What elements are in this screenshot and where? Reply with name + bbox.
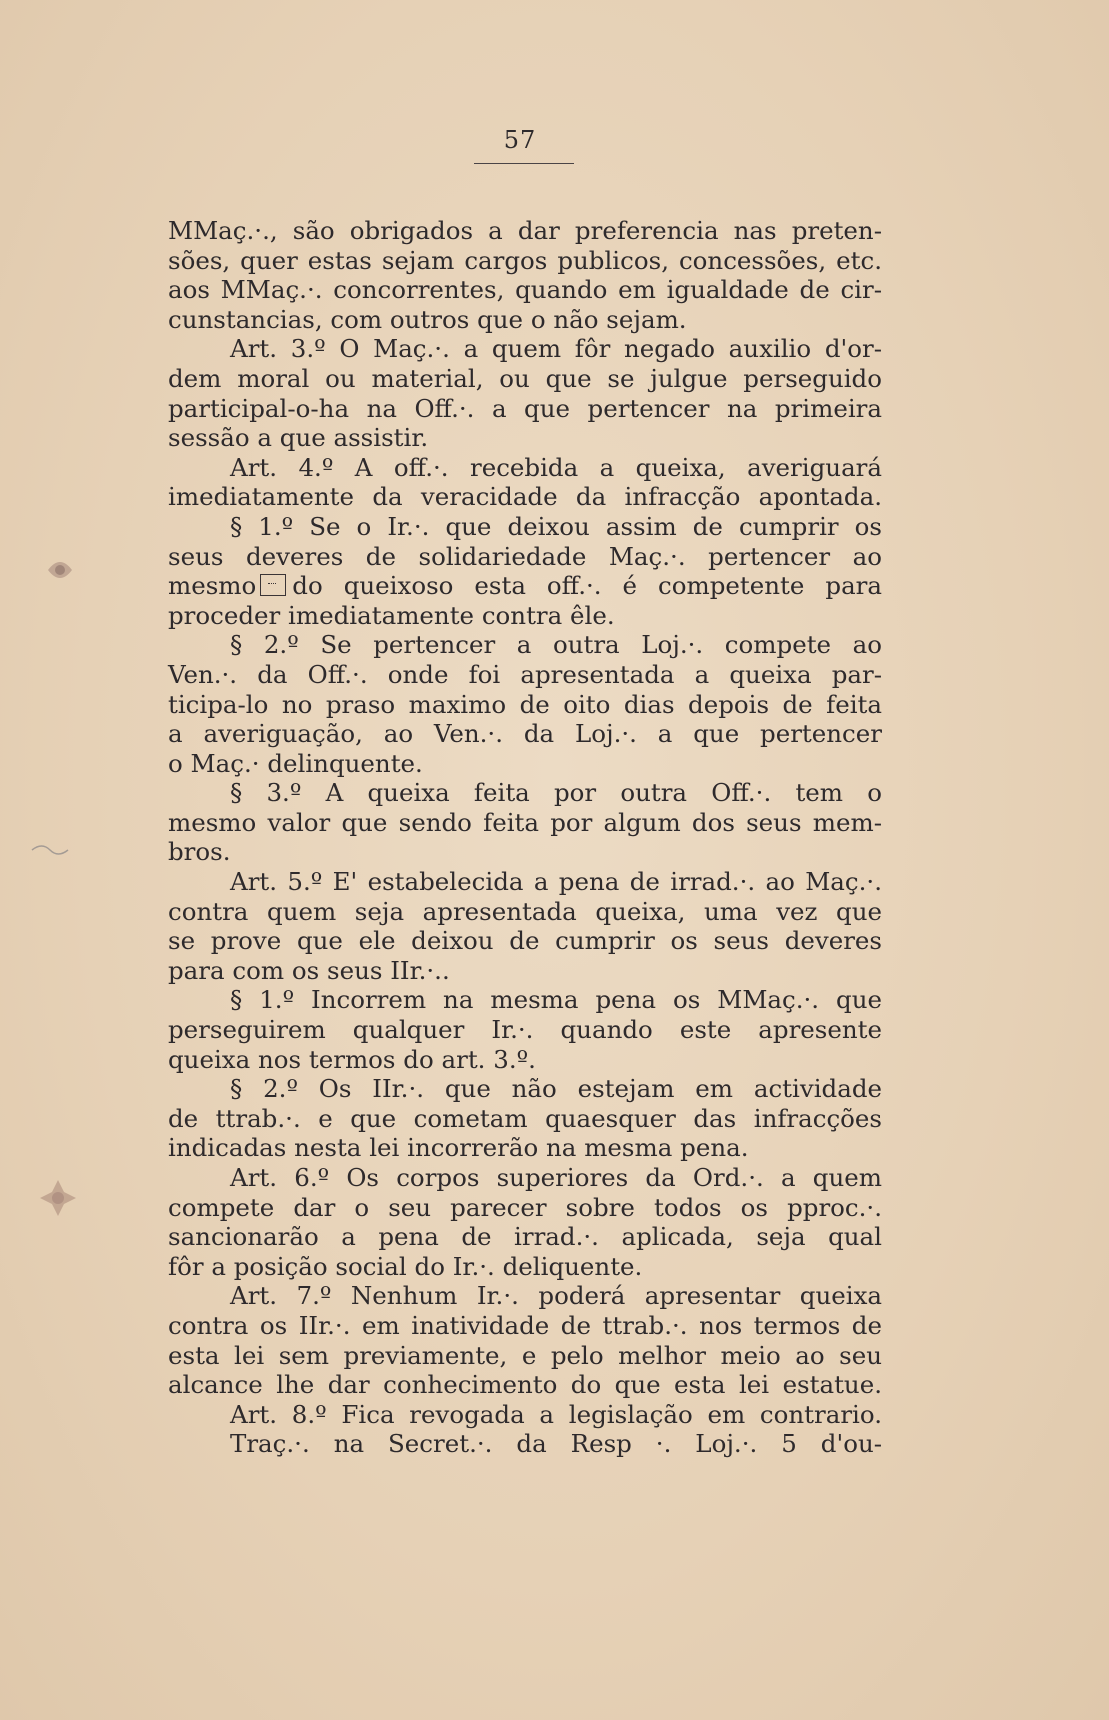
body-text [168,216,882,1459]
margin-seal-ornament [36,1176,80,1220]
line-segment: mesmo [168,571,257,601]
text-line: Art. 5.º E' estabelecida a pena de irrad.·. ao Maç.·. [230,867,882,897]
text-line: para com os seus IIr.·.. [168,955,450,985]
text-line: fôr a posição social do Ir.·. deliquente. [168,1251,643,1281]
text-line: § 2.º Os IIr.·. que não estejam em actividade [230,1074,882,1104]
text-line: dem moral ou material, ou que se julgue perseguido [168,363,882,393]
text-line: indicadas nesta lei incorrerão na mesma pena. [168,1133,749,1163]
text-line: ticipa-lo no praso maximo de oito dias depois de feita [168,689,882,719]
text-line: mesmo valor que sendo feita por algum dos seus mem- [168,807,882,837]
text-line: Art. 7.º Nenhum Ir.·. poderá apresentar queixa [230,1281,882,1311]
text-line: Ven.·. da Off.·. onde foi apresentada a queixa par- [168,659,882,689]
text-line: a averiguação, ao Ven.·. da Loj.·. a que pertencer [168,719,882,749]
text-line: participal-o-ha na Off.·. a que pertencer na primeira [168,393,882,423]
text-line: perseguirem qualquer Ir.·. quando este apresente [168,1015,882,1045]
text-line: Art. 3.º O Maç.·. a quem fôr negado auxilio d'or- [230,334,882,364]
text-line: Art. 4.º A off.·. recebida a queixa, averiguará [230,452,882,482]
text-line: § 2.º Se pertencer a outra Loj.·. compete ao [230,630,882,660]
text-line: contra os IIr.·. em inatividade de ttrab.·. nos termos de [168,1310,882,1340]
text-line: aos MMaç.·. concorrentes, quando em igualdade de cir- [168,275,882,305]
text-line: Traç.·. na Secret.·. da Resp ·. Loj.·. 5 d'ou- [230,1429,882,1459]
text-line: § 1.º Incorrem na mesma pena os MMaç.·. que [230,985,882,1015]
page-number: 57 [503,126,537,154]
text-line: MMaç.·., são obrigados a dar preferencia nas preten- [168,216,882,245]
text-line: compete dar o seu parecer sobre todos os pproc.·. [168,1192,882,1222]
text-line: seus deveres de solidariedade Maç.·. pertencer ao [168,541,882,571]
text-line: § 1.º Se o Ir.·. que deixou assim de cumprir os [230,511,882,541]
text-line: imediatamente da veracidade da infracção apontada. [168,482,882,512]
margin-stamp-ornament [40,550,80,590]
text-line: de ttrab.·. e que cometam quaesquer das infracções [168,1103,882,1133]
text-line: sões, quer estas sejam cargos publicos, concessões, etc. [168,245,882,275]
text-line: sancionarão a pena de irrad.·. aplicada, seja qual [168,1222,882,1252]
text-line: bros. [168,837,231,867]
page-number-rule [474,163,574,164]
text-line: Art. 8.º Fica revogada a legislação em contrario. [230,1399,882,1429]
text-line-with-box-symbol [168,571,882,601]
text-line: esta lei sem previamente, e pelo melhor meio ao seu [168,1340,882,1370]
line-segment: do queixoso esta off.·. é competente para [292,571,882,601]
text-line: queixa nos termos do art. 3.º. [168,1044,536,1074]
text-line: alcance lhe dar conhecimento do que esta lei estatue. [168,1370,882,1400]
text-line: proceder imediatamente contra êle. [168,600,615,630]
text-line: o Maç.· delinquente. [168,748,423,778]
text-line: se prove que ele deixou de cumprir os seus deveres [168,926,882,956]
text-line: Art. 6.º Os corpos superiores da Ord.·. a quem [230,1163,882,1192]
text-line: cunstancias, com outros que o não sejam. [168,304,687,334]
margin-flourish-ornament [30,840,70,860]
text-line: § 3.º A queixa feita por outra Off.·. tem o [230,778,882,808]
lodge-box-symbol-icon [260,574,286,596]
text-line: sessão a que assistir. [168,423,429,453]
text-line: contra quem seja apresentada queixa, uma vez que [168,896,882,926]
